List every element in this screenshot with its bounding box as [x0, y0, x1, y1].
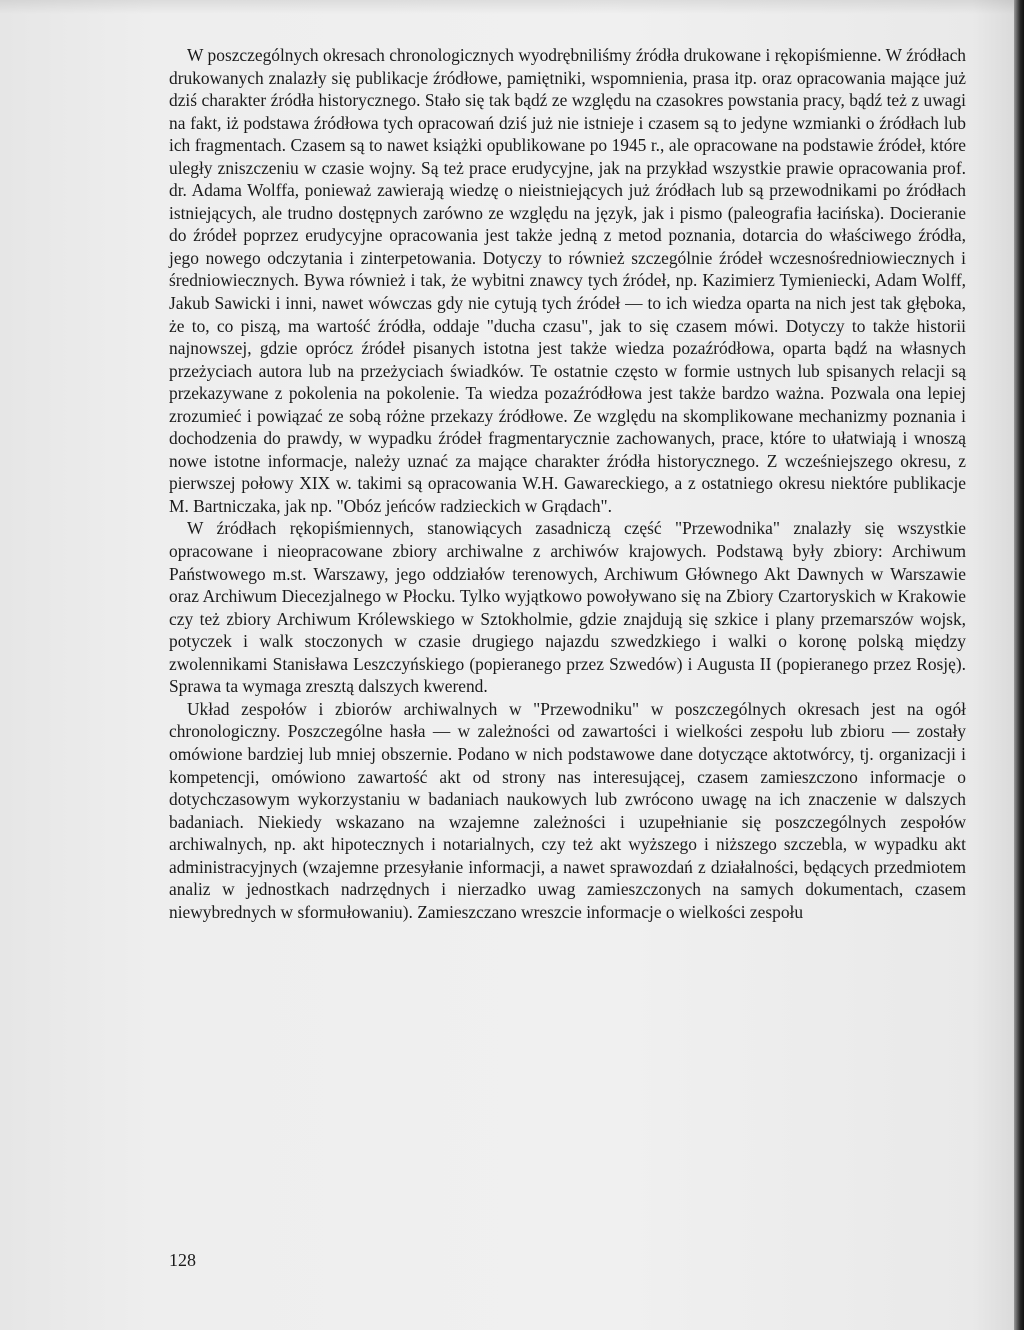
book-spine-edge — [1014, 0, 1024, 1330]
paragraph-printed-sources: W poszczególnych okresach chronologicznych wyodrębniliśmy źródła drukowane i rękopiśmienne. W źródłach drukowanych znalazły się publikacje źródłowe, pamiętniki, wspomnienia, prasa itp. oraz opracowania mające już dziś charakter źródła historycznego. Stało się tak bądź ze względu na czasokres powstania pracy, bądź też z uwagi na fakt, iż podstawa źródłowa tych opracowań dziś już nie istnieje i czasem są to jedyne wzmianki o źródłach lub ich fragmentach. Czasem są to nawet książki opublikowane po 1945 r., ale opracowane na podstawie źródeł, które uległy zniszczeniu w czasie wojny. Są też prace erudycyjne, jak na przykład wszystkie prawie opracowania prof. dr. Adama Wolffa, ponieważ zawierają wiedzę o nieistniejących już źródłach lub są przewodnikami po źródłach istniejących, ale trudno dostępnych zarówno ze względu na język, jak i pismo (paleografia łacińska). Docieranie do źródeł poprzez erudycyjne opracowania jest także jedną z metod poznania, dotarcia do właściwego źródła, jego nowego odczytania i zinterpetowania. Dotyczy to również szczególnie źródeł wczesnośredniowiecznych i średniowiecznych. Bywa również i tak, że wybitni znawcy tych źródeł, np. Kazimierz Tymieniecki, Adam Wolff, Jakub Sawicki i inni, nawet wówczas gdy nie cytują tych źródeł — to ich wiedza oparta na nich jest tak głęboka, że to, co piszą, ma wartość źródła, oddaje "ducha czasu", jak to się czasem mówi. Dotyczy to także historii najnowszej, gdzie oprócz źródeł pisanych istotna jest także wiedza pozaźródłowa, oparta bądź na własnych przeżyciach autora lub na przeżyciach świadków. Te ostatnie często w formie ustnych lub spisanych relacji są przekazywane z pokolenia na pokolenie. Ta wiedza pozaźródłowa jest także bardzo ważna. Pozwala ona lepiej zrozumieć i powiązać ze sobą różne przekazy źródłowe. Ze względu na skomplikowane mechanizmy poznania i dochodzenia do prawdy, w wypadku źródeł fragmentarycznie zachowanych, prace, które to ułatwiają i wnoszą nowe istotne informacje, należy uznać za mające charakter źródła historycznego. Z wcześniejszego okresu, z pierwszej połowy XIX w. takimi są opracowania W.H. Gawareckiego, a z ostatniego okresu niektóre publikacje M. Bartniczaka, jak np. "Obóz jeńców radzieckich w Grądach". — [169, 45, 966, 516]
paragraph-manuscript-sources: W źródłach rękopiśmiennych, stanowiących zasadniczą część "Przewodnika" znalazły się wszystkie opracowane i nieopracowane zbiory archiwalne z archiwów krajowych. Podstawą były zbiory: Archiwum Państwowego m.st. Warszawy, jego oddziałów terenowych, Archiwum Głównego Akt Dawnych w Warszawie oraz Archiwum Diecezjalnego w Płocku. Tylko wyjątkowo powoływano się na Zbiory Czartoryskich w Krakowie czy też zbiory Archiwum Królewskiego w Sztokholmie, gdzie znajdują się szkice i plany przemarszów wojsk, potyczek i walk stoczonych w czasie drugiego najazdu szwedzkiego i walki o koronę polską między zwolennikami Stanisława Leszczyńskiego (popieranego przez Szwedów) i Augusta II (popieranego przez Rosję). Sprawa ta wymaga zresztą dalszych kwerend. — [169, 518, 966, 697]
body-text — [169, 44, 966, 923]
paragraph-arrangement: Układ zespołów i zbiorów archiwalnych w "Przewodniku" w poszczególnych okresach jest na ogół chronologiczny. Poszczególne hasła — w zależności od zawartości i wielkości zespołu lub zbioru — zostały omówione bardziej lub mniej obszernie. Podano w nich podstawowe dane dotyczące aktotwórcy, tj. organizacji i kompetencji, omówiono zawartość akt od strony nas interesującej, czasem zamieszczono informacje o dotychczasowym wykorzystaniu w badaniach naukowych lub zwrócono uwagę na ich znaczenie w dalszych badaniach. Niekiedy wskazano na wzajemne zależności i uzupełnianie się poszczególnych zespołów archiwalnych, np. akt hipotecznych i notarialnych, czy też akt wyższego i niższego szczebla, w wypadku akt administracyjnych (wzajemne przesyłanie informacji, a nawet sprawozdań z działalności, będących przedmiotem analiz w jednostkach nadrzędnych i nierzadko uwag zamieszczonych na samych dokumentach, czasem niewybrednych w sformułowaniu). Zamieszczano wreszcie informacje o wielkości zespołu — [169, 698, 966, 922]
page-number: 128 — [169, 1250, 196, 1270]
page-top-shadow — [0, 0, 1024, 14]
